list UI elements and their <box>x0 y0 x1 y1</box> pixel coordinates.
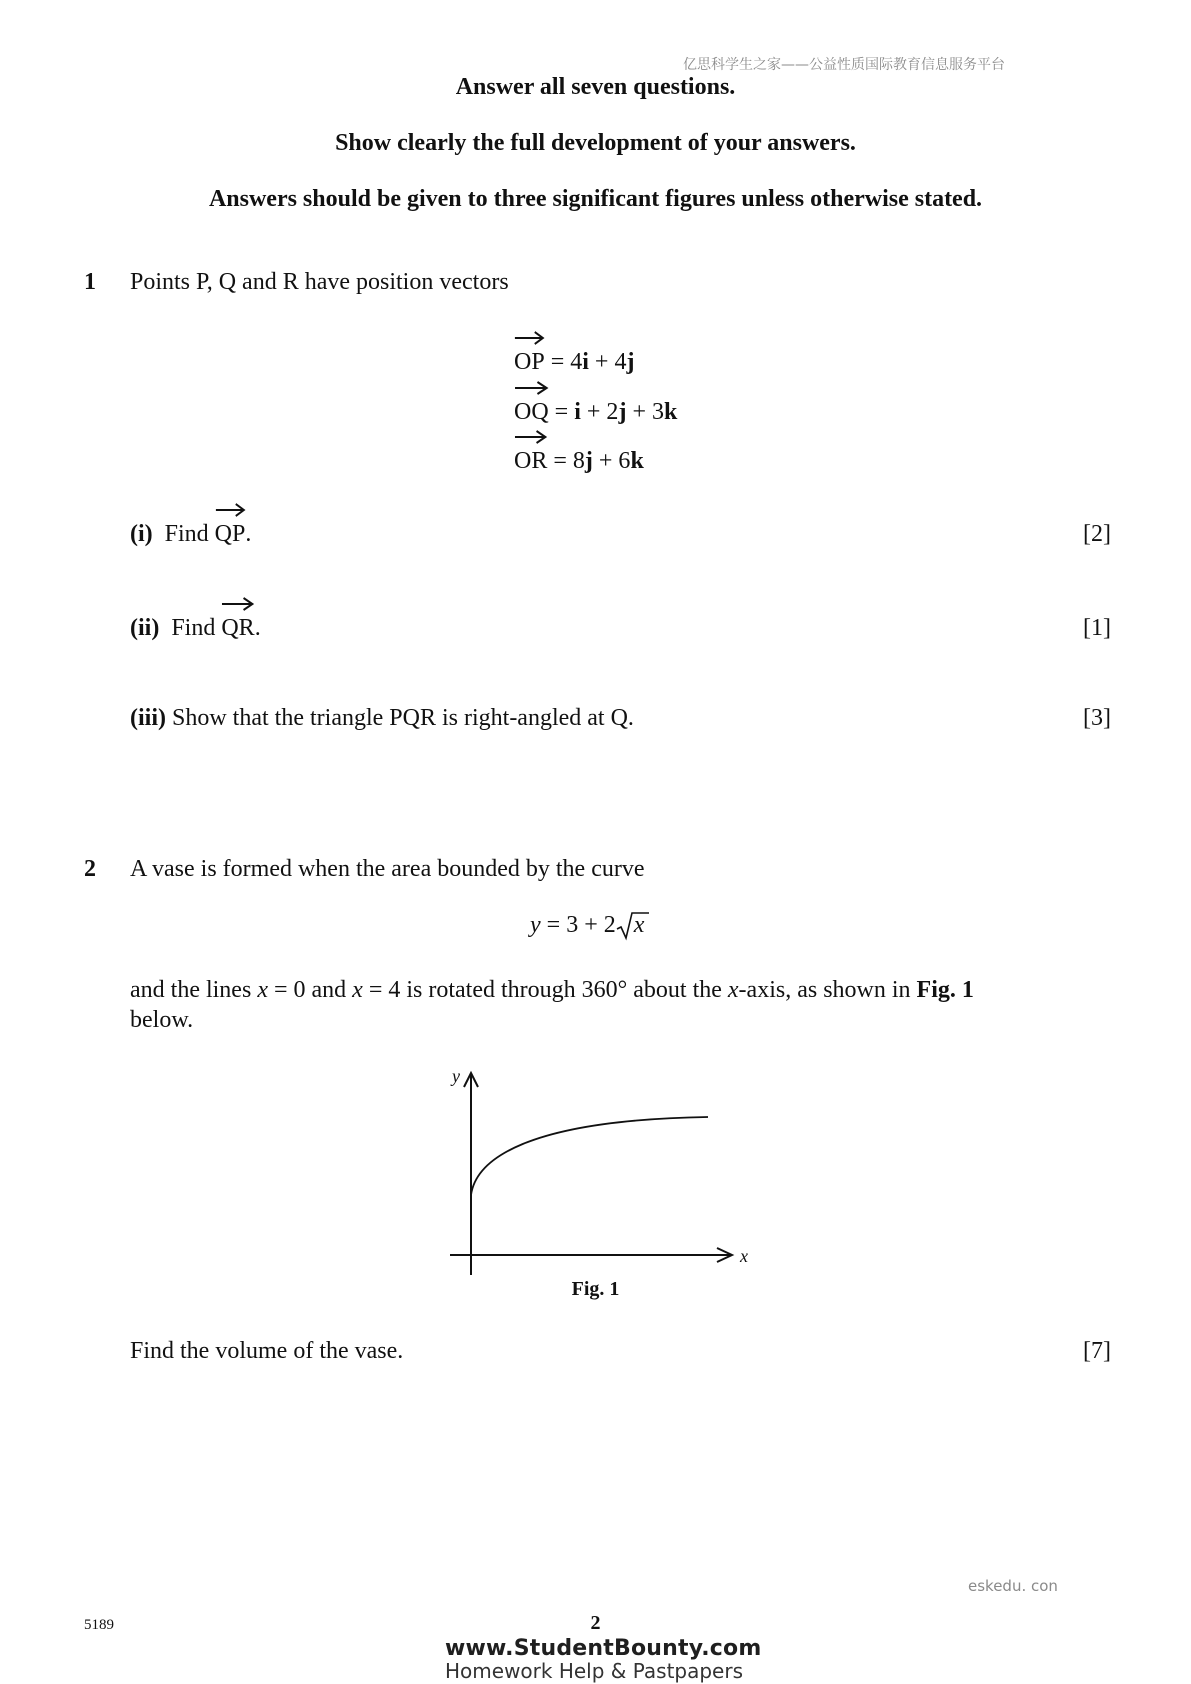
marks-1-i: [2] <box>1083 521 1111 547</box>
question-2-line-1: and the lines x = 0 and x = 4 is rotated through 360° about the x-axis, as shown in Fig. 1 <box>130 977 974 1003</box>
vector-arrow-icon <box>221 597 254 611</box>
sqrt-icon: x <box>616 912 645 939</box>
question-1-number: 1 <box>84 269 96 295</box>
vector-or: OR <box>514 448 547 475</box>
question-1-part-ii: (ii) Find QR. <box>130 615 261 642</box>
question-1-part-iii: (iii) Show that the triangle PQR is right-angled at Q. <box>130 705 634 731</box>
watermark-top: 亿思科学生之家——公益性质国际教育信息服务平台 <box>683 57 1005 73</box>
equation-or: OR = 8j + 6k <box>514 448 644 475</box>
paper-code: 5189 <box>84 1617 114 1633</box>
equation-op: OP = 4i + 4j <box>514 349 634 376</box>
vector-qr: QR <box>221 615 254 642</box>
marks-1-ii: [1] <box>1083 615 1111 641</box>
question-2-task: Find the volume of the vase. <box>130 1338 404 1364</box>
vector-oq: OQ <box>514 399 549 426</box>
vector-qp: QP <box>215 521 246 548</box>
question-1-part-i: (i) Find QP. <box>130 521 251 548</box>
question-2-number: 2 <box>84 856 96 882</box>
question-2-line-2: below. <box>130 1007 194 1033</box>
logo-line-1: www.StudentBounty.com <box>445 1636 762 1661</box>
logo-line-2: Homework Help & Pastpapers <box>445 1659 743 1683</box>
x-axis-label: x <box>740 1246 748 1266</box>
question-2-stem: A vase is formed when the area bounded by the curve <box>130 856 645 882</box>
page-number: 2 <box>590 1612 601 1634</box>
instruction-3: Answers should be given to three significant figures unless otherwise stated. <box>208 186 983 212</box>
watermark-bottom: eskedu. con <box>968 1577 1058 1595</box>
instruction-1: Answer all seven questions. <box>455 74 736 100</box>
marks-1-iii: [3] <box>1083 705 1111 731</box>
vector-arrow-icon <box>514 430 547 444</box>
equation-curve: y = 3 + 2 x <box>530 912 644 939</box>
part-label: (i) <box>130 521 153 547</box>
marks-2: [7] <box>1083 1338 1111 1364</box>
vector-arrow-icon <box>215 503 246 517</box>
part-label: (ii) <box>130 615 160 641</box>
question-1-stem: Points P, Q and R have position vectors <box>130 269 509 295</box>
vector-arrow-icon <box>514 331 545 345</box>
part-label: (iii) <box>130 705 166 731</box>
figure-1-graph <box>440 1065 760 1285</box>
figure-caption: Fig. 1 <box>571 1278 620 1300</box>
vector-op: OP <box>514 349 545 376</box>
instruction-2: Show clearly the full development of your answers. <box>335 130 856 156</box>
equation-oq: OQ = i + 2j + 3k <box>514 399 677 426</box>
vector-arrow-icon <box>514 381 549 395</box>
studentbounty-logo <box>445 1636 762 1683</box>
curve <box>471 1117 708 1195</box>
y-axis-label: y <box>452 1066 460 1086</box>
